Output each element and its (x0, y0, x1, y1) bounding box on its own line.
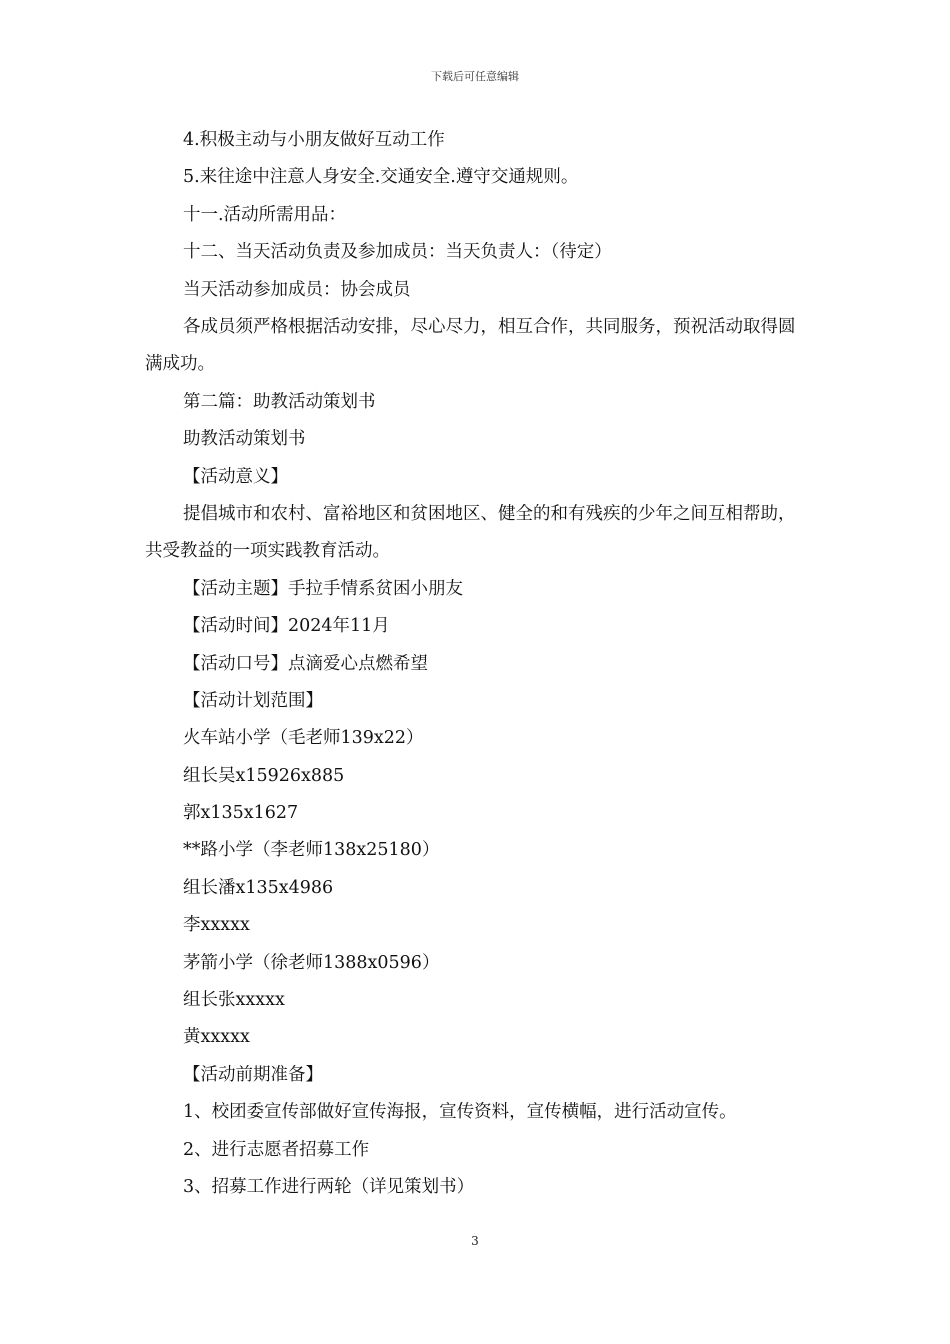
text-line: 4.积极主动与小朋友做好互动工作 (183, 130, 445, 150)
text-line: 组长张xxxxx (183, 990, 285, 1011)
text-line: 李xxxxx (183, 915, 250, 936)
paragraph: 提倡城市和农村、富裕地区和贫困地区、健全的和有残疾的少年之间互相帮助，共受教益的一项实践教育活动。 (145, 503, 796, 562)
text-line: 2、进行志愿者招募工作 (183, 1139, 370, 1160)
text-line: 1、校团委宣传部做好宣传海报，宣传资料，宣传横幅，进行活动宣传。 (183, 1102, 737, 1123)
text-line: 十二、当天活动负责及参加成员：当天负责人：（待定） (183, 242, 612, 263)
text-line: 黄xxxxx (183, 1027, 250, 1048)
text-line: 火车站小学（毛老师139x22） (183, 728, 424, 749)
section-heading: 【活动意义】 (183, 466, 288, 487)
section-heading: 【活动时间】2024年11月 (183, 616, 390, 637)
text-line: 十一.活动所需用品： (183, 204, 347, 225)
page-number: 3 (471, 1234, 479, 1248)
paragraph: 各成员须严格根据活动安排，尽心尽力，相互合作，共同服务，预祝活动取得圆满成功。 (145, 316, 796, 375)
section-heading: 【活动前期准备】 (183, 1064, 323, 1085)
section-heading: 【活动计划范围】 (183, 690, 323, 711)
text-line: 郭x135x1627 (183, 803, 299, 824)
document-body (145, 122, 810, 1206)
text-line: 当天活动参加成员：协会成员 (183, 279, 411, 300)
text-line: 助教活动策划书 (183, 429, 306, 450)
text-line: 茅箭小学（徐老师1388x0596） (183, 952, 440, 973)
text-line: 5.来往途中注意人身安全.交通安全.遵守交通规则。 (183, 167, 579, 188)
page-header: 下载后可任意编辑 (431, 70, 519, 83)
text-line: 3、招募工作进行两轮（详见策划书） (183, 1177, 475, 1197)
section-heading: 【活动主题】手拉手情系贫困小朋友 (183, 578, 463, 599)
text-line: 组长潘x135x4986 (183, 877, 334, 898)
text-line: 组长吴x15926x885 (183, 765, 345, 786)
section-heading: 【活动口号】点滴爱心点燃希望 (183, 653, 428, 674)
text-line: **路小学（李老师138x25180） (183, 840, 440, 861)
text-line: 第二篇：助教活动策划书 (183, 391, 376, 412)
